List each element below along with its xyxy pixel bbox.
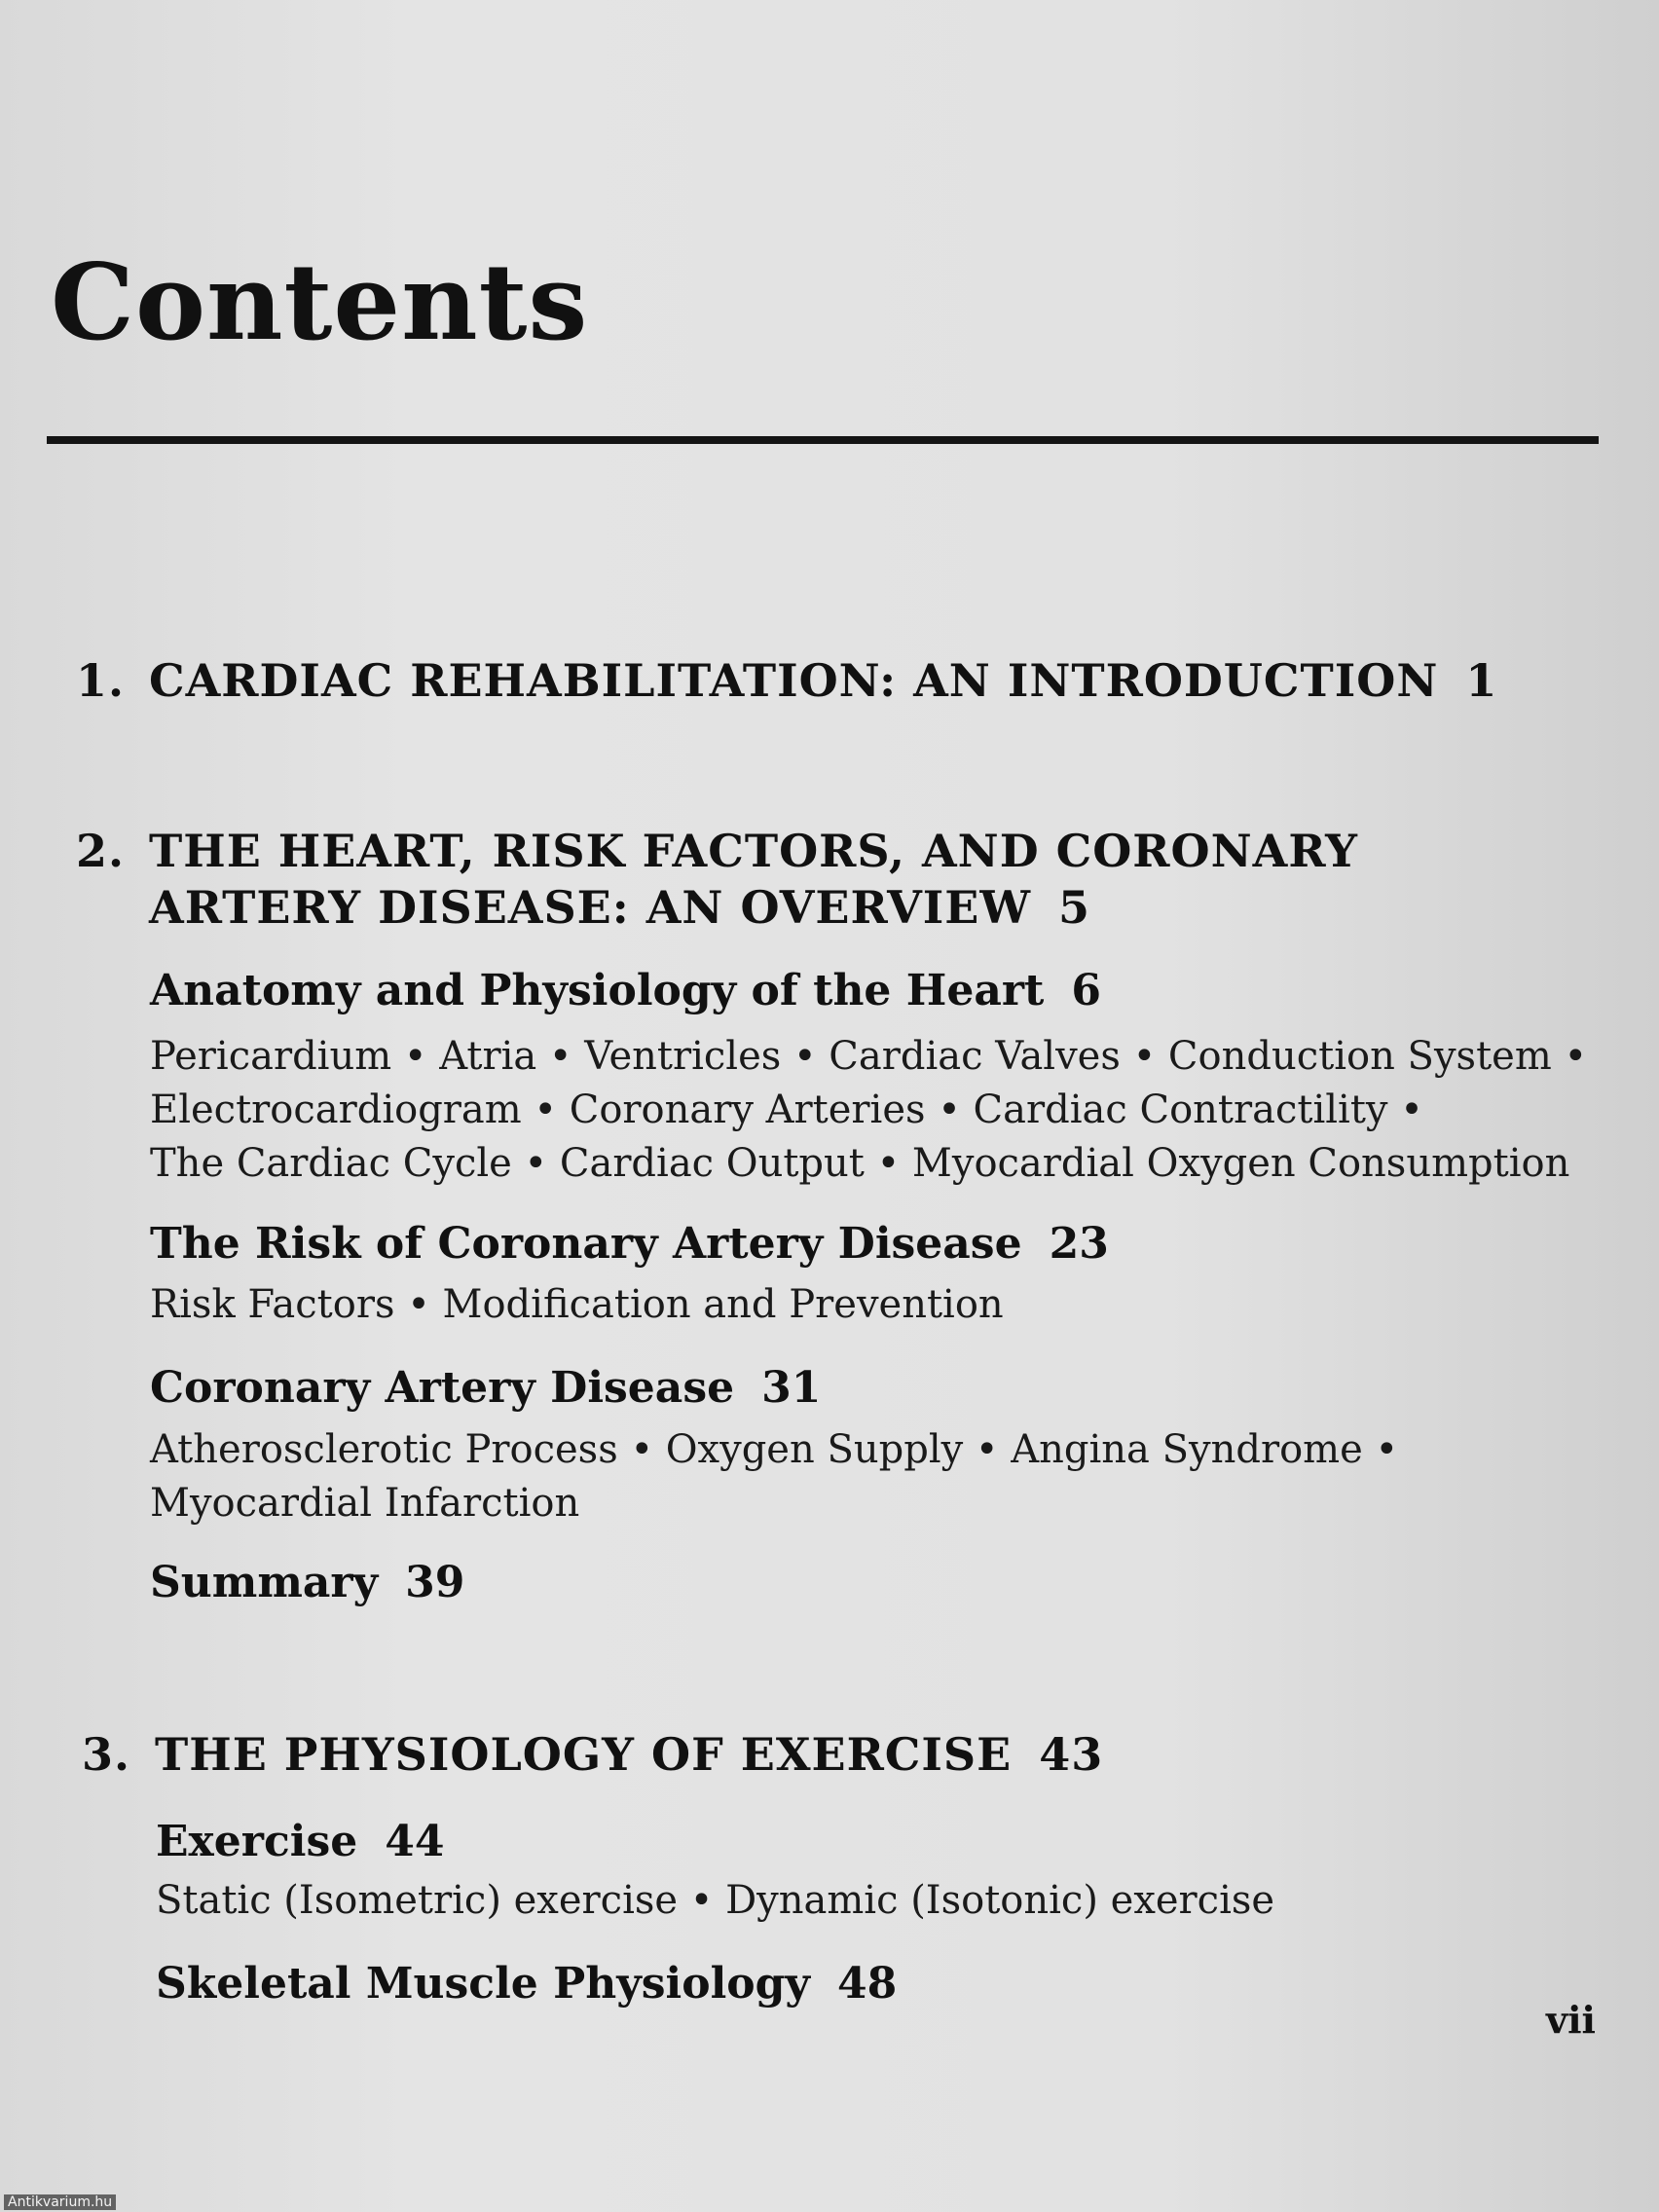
section-entry — [150, 966, 1101, 1015]
section-title: Summary — [150, 1558, 379, 1607]
section-page-number: 31 — [761, 1363, 822, 1413]
topic-line: Atherosclerotic Process • Oxygen Supply • Angina Syndrome • — [150, 1427, 1399, 1472]
chapter-1-entry — [76, 652, 1497, 709]
section-entry — [150, 1363, 821, 1413]
chapter-title-line-2: ARTERY DISEASE: AN OVERVIEW — [149, 881, 1032, 934]
section-page-number: 23 — [1049, 1219, 1109, 1269]
chapter-2-entry — [76, 823, 1358, 936]
chapter-page-number: 43 — [1039, 1728, 1104, 1781]
chapter-number: 2. — [76, 825, 126, 877]
section-page-number: 48 — [837, 1959, 898, 2009]
topic-line: Electrocardiogram • Coronary Arteries • Cardiac Contractility • — [150, 1088, 1423, 1132]
section-page-number: 6 — [1071, 966, 1101, 1015]
section-entry — [156, 1817, 444, 1866]
chapter-page-number: 5 — [1058, 881, 1091, 934]
chapter-title: CARDIAC REHABILITATION: AN INTRODUCTION — [149, 654, 1439, 707]
title-rule — [47, 436, 1599, 444]
section-title: Exercise — [156, 1817, 358, 1866]
watermark: Antikvarium.hu — [4, 2194, 116, 2210]
chapter-page-number: 1 — [1465, 654, 1498, 707]
section-title: The Risk of Coronary Artery Disease — [150, 1219, 1022, 1269]
section-entry — [150, 1219, 1109, 1269]
section-topics — [150, 1278, 1004, 1332]
section-entry — [150, 1558, 464, 1607]
section-title: Anatomy and Physiology of the Heart — [150, 966, 1045, 1015]
chapter-3-entry — [82, 1726, 1103, 1783]
topic-line: The Cardiac Cycle • Cardiac Output • Myocardial Oxygen Consumption — [150, 1141, 1570, 1186]
section-topics — [156, 1874, 1274, 1928]
chapter-number: 1. — [76, 654, 126, 707]
chapter-title: THE PHYSIOLOGY OF EXERCISE — [155, 1728, 1013, 1781]
section-topics — [150, 1423, 1398, 1530]
topic-line: Pericardium • Atria • Ventricles • Cardiac Valves • Conduction System • — [150, 1034, 1588, 1079]
chapter-title-line-1: THE HEART, RISK FACTORS, AND CORONARY — [149, 825, 1358, 877]
page-number-folio: vii — [1546, 1998, 1596, 2042]
topic-line: Static (Isometric) exercise • Dynamic (Isotonic) exercise — [156, 1878, 1275, 1923]
chapter-number: 3. — [82, 1728, 131, 1781]
section-entry — [156, 1959, 897, 2009]
section-title: Skeletal Muscle Physiology — [156, 1959, 810, 2009]
topic-line: Risk Factors • Modification and Prevention — [150, 1282, 1004, 1327]
section-title: Coronary Artery Disease — [150, 1363, 735, 1413]
section-page-number: 44 — [385, 1817, 445, 1866]
section-topics — [150, 1030, 1587, 1191]
topic-line: Myocardial Infarction — [150, 1481, 580, 1526]
page-title: Contents — [51, 241, 589, 364]
section-page-number: 39 — [405, 1558, 465, 1607]
